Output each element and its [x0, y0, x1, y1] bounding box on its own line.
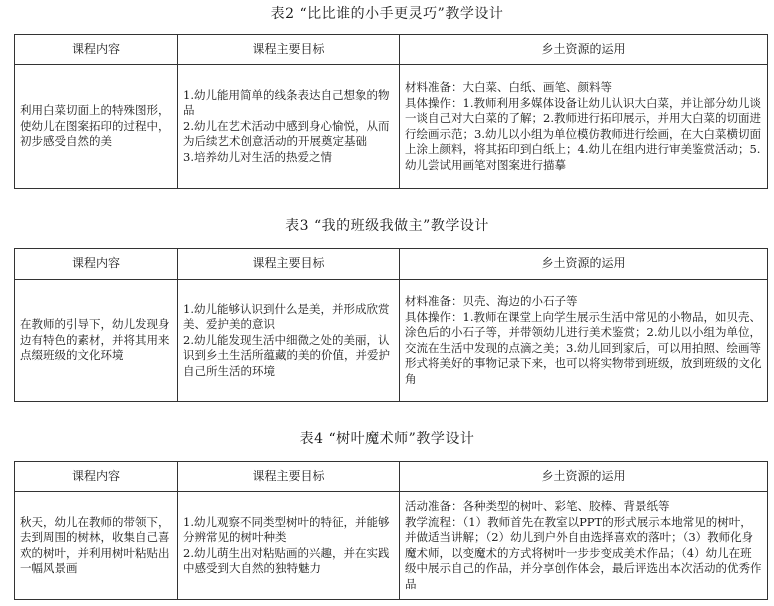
table4-resources-cell [400, 492, 768, 600]
table4-resource-2: 教学流程：（1）教师首先在教室以PPT的形式展示本地常见的树叶，并做适当讲解；（2）幼儿到户外自由选择喜欢的落叶；（3）教师化身魔术师，以变魔术的方式将树叶一步步变成美术作品；（4）幼儿在班级中展示自己的作品，并分享创作体会，最后评选出本次活动的优秀作品 [405, 514, 762, 591]
table2-header-resources: 乡土资源的运用 [400, 35, 768, 65]
table2-resources-cell [400, 65, 768, 189]
table3-resources-cell [400, 280, 768, 402]
table3 [14, 248, 768, 402]
table3-goals-cell [178, 280, 400, 402]
table3-resource-1: 材料准备：贝壳、海边的小石子等 [405, 294, 578, 308]
table4-content-cell: 秋天，幼儿在教师的带领下，去到周围的树林，收集自己喜欢的树叶，并利用树叶粘贴出一幅风景画 [15, 492, 178, 600]
table3-goal-2: 2.幼儿能发现生活中细微之处的美丽，认识到乡土生活所蕴藏的美的价值，并爱护自己所生活的环境 [183, 332, 390, 378]
table2-header-goals: 课程主要目标 [178, 35, 400, 65]
table3-header-resources: 乡土资源的运用 [400, 249, 768, 280]
table4 [14, 461, 768, 600]
table3-header-goals: 课程主要目标 [178, 249, 400, 280]
table2-goal-3: 3.培养幼儿对生活的热爱之情 [183, 149, 332, 164]
table2-goal-1: 1.幼儿能用简单的线条表达自己想象的物品 [183, 87, 390, 118]
table2-goals-cell [178, 65, 400, 189]
table2-title: 表2 “比比谁的小手更灵巧”教学设计 [270, 6, 504, 22]
table4-header-resources: 乡土资源的运用 [400, 462, 768, 492]
table2-goal-2: 2.幼儿在艺术活动中感到身心愉悦，从而为后续艺术创意活动的开展奠定基础 [183, 118, 390, 149]
table2-header-content: 课程内容 [15, 35, 178, 65]
table3-resource-2: 具体操作：1.教师在课堂上向学生展示生活中常见的小物品，如贝壳、涂色后的小石子等，并带领幼儿进行美术鉴赏；2.幼儿以小组为单位，交流在生活中发现的点滴之美；3.幼儿回到家后，可以用拍照、绘画等形式将美好的事物记录下来，也可以将实物带到班级，放到班级的文化角 [405, 309, 762, 386]
table2-content-cell: 利用白菜切面上的特殊图形，使幼儿在图案拓印的过程中，初步感受自然的美 [15, 65, 178, 189]
table4-header-content: 课程内容 [15, 462, 178, 492]
table4-goal-1: 1.幼儿观察不同类型树叶的特征，并能够分辨常见的树叶种类 [183, 514, 390, 544]
table3-content-cell: 在教师的引导下，幼儿发现身边有特色的素材，并将其用来点缀班级的文化环境 [15, 280, 178, 402]
table2-resource-2: 具体操作：1.教师利用多媒体设备让幼儿认识大白菜，并让部分幼儿谈一谈自己对大白菜的了解；2.教师进行拓印展示，并用大白菜的切面进行绘画示范；3.幼儿以小组为单位模仿教师进行绘画，在大白菜横切面上涂上颜料，将其拓印到白纸上；4.幼儿在组内进行审美鉴赏活动；5.幼儿尝试用画笔对图案进行描摹 [405, 95, 761, 172]
table3-title: 表3 “我的班级我做主”教学设计 [285, 218, 489, 234]
table4-resource-1: 活动准备：各种类型的树叶、彩笔、胶棒、背景纸等 [405, 499, 670, 513]
table4-goals-cell [178, 492, 400, 600]
table3-goal-1: 1.幼儿能够认识到什么是美，并形成欣赏美、爱护美的意识 [183, 301, 390, 332]
table4-header-goals: 课程主要目标 [178, 462, 400, 492]
table3-header-content: 课程内容 [15, 249, 178, 280]
table4-goal-2: 2.幼儿萌生出对粘贴画的兴趣，并在实践中感受到大自然的独特魅力 [183, 545, 390, 575]
table4-title: 表4 “树叶魔术师”教学设计 [299, 431, 475, 447]
table2 [14, 34, 768, 189]
table2-resource-1: 材料准备：大白菜、白纸、画笔、颜料等 [405, 80, 612, 94]
